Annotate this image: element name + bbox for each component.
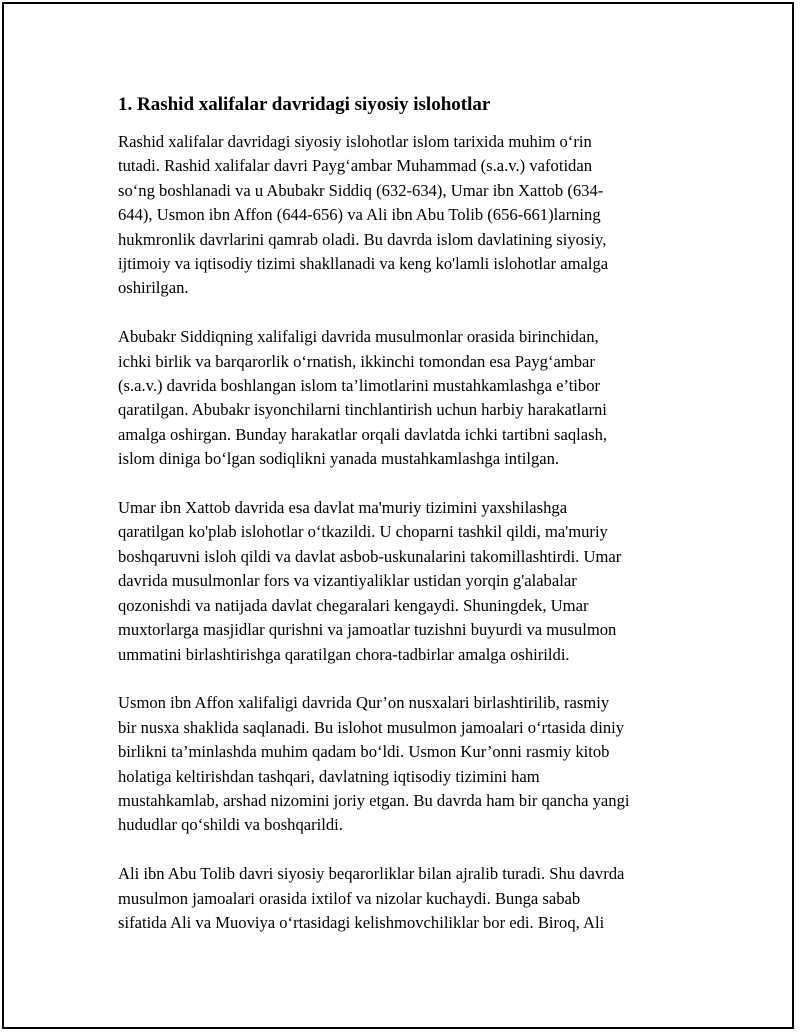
paragraph [118, 691, 690, 837]
text-line: holatiga keltirishdan tashqari, davlatning iqtisodiy tizimini ham [118, 766, 540, 786]
text-line: qozonishdi va natijada davlat chegaralari kengaydi. Shuningdek, Umar [118, 595, 589, 615]
text-line: amalga oshirgan. Bunday harakatlar orqali davlatda ichki tartibni saqlash, [118, 424, 608, 444]
text-line: boshqaruvni isloh qildi va davlat asbob-uskunalarini takomillashtirdi. Umar [118, 546, 622, 566]
text-line: qaratilgan. Abubakr isyonchilarni tinchlantirish uchun harbiy harakatlarni [118, 400, 607, 420]
paragraphs [118, 130, 690, 935]
text-line: qaratilgan ko'plab islohotlar o‘tkazildi. U choparni tashkil qildi, ma'muriy [118, 522, 608, 542]
text-line: Ali ibn Abu Tolib davri siyosiy beqarorliklar bilan ajralib turadi. Shu davrda [118, 864, 625, 884]
paragraph [118, 325, 690, 471]
text-line: so‘ng boshlanadi va u Abubakr Siddiq (632-634), Umar ibn Xattob (634- [118, 180, 604, 200]
text-line: muxtorlarga masjidlar qurishni va jamoatlar tuzishni buyurdi va musulmon [118, 620, 617, 640]
text-line: mustahkamlab, arshad nizomini joriy etgan. Bu davrda ham bir qancha yangi [118, 790, 630, 810]
paragraph [118, 496, 690, 667]
document-body [118, 92, 690, 960]
section-heading: 1. Rashid xalifalar davridagi siyosiy islohotlar [118, 94, 491, 115]
text-line: Rashid xalifalar davridagi siyosiy islohotlar islom tarixida muhim o‘rin [118, 132, 592, 151]
text-line: islom diniga bo‘lgan sodiqlikni yanada mustahkamlashga intilgan. [118, 449, 560, 469]
paragraph [118, 130, 690, 301]
text-line: ijtimoiy va iqtisodiy tizimi shakllanadi va keng ko'lamli islohotlar amalga [118, 254, 609, 274]
text-line: birlikni ta’minlashda muhim qadam bo‘ldi. Usmon Kur’onni rasmiy kitob [118, 742, 610, 762]
text-line: hukmronlik davrlarini qamrab oladi. Bu davrda islom davlatining siyosiy, [118, 229, 607, 249]
text-line: bir nusxa shaklida saqlanadi. Bu islohot musulmon jamoalari o‘rtasida diniy [118, 717, 625, 737]
text-line: 644), Usmon ibn Affon (644-656) va Ali ibn Abu Tolib (656-661)larning [118, 205, 601, 225]
text-line: Abubakr Siddiqning xalifaligi davrida musulmonlar orasida birinchidan, [118, 327, 599, 347]
paragraph [118, 862, 690, 935]
text-line: oshirilgan. [118, 278, 189, 298]
text-line: hududlar qo‘shildi va boshqarildi. [118, 815, 343, 835]
text-line: Umar ibn Xattob davrida esa davlat ma'muriy tizimini yaxshilashga [118, 498, 568, 518]
text-line: (s.a.v.) davrida boshlangan islom ta’limotlarini mustahkamlashga e’tibor [118, 376, 601, 396]
text-line: sifatida Ali va Muoviya o‘rtasidagi kelishmovchiliklar bor edi. Biroq, Ali [118, 912, 605, 932]
text-line: ummatini birlashtirishga qaratilgan chora-tadbirlar amalga oshirildi. [118, 644, 570, 664]
text-line: tutadi. Rashid xalifalar davri Payg‘ambar Muhammad (s.a.v.) vafotidan [118, 156, 593, 176]
text-line: ichki birlik va barqarorlik o‘rnatish, ikkinchi tomondan esa Payg‘ambar [118, 351, 595, 371]
text-line: Usmon ibn Affon xalifaligi davrida Qur’on nusxalari birlashtirilib, rasmiy [118, 693, 610, 713]
text-line: davrida musulmonlar fors va vizantiyaliklar ustidan yorqin g'alabalar [118, 571, 577, 591]
text-line: musulmon jamoalari orasida ixtilof va nizolar kuchaydi. Bunga sabab [118, 888, 581, 908]
